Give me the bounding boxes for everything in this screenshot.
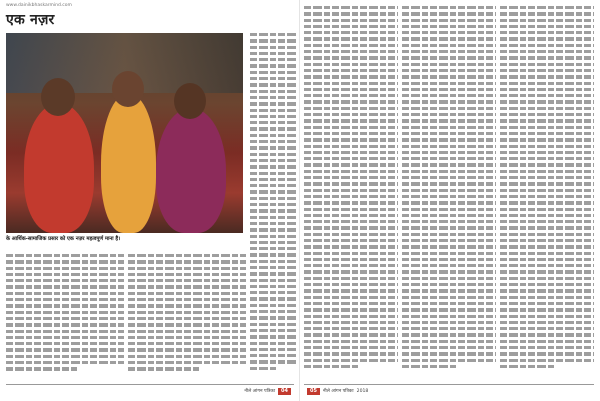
footer-publication: नीले आंगन पत्रिका [322,389,354,394]
right-page [300,0,600,401]
photo-figure [156,108,226,233]
section-title: एक नज़र [6,12,55,28]
photo-head [174,83,206,119]
body-column [304,6,398,382]
footer-rule [6,384,294,385]
right-footer [304,386,594,396]
body-column [500,6,594,382]
page-number: 04 [278,388,291,395]
site-url: www.dainikbhaskarmind.com [6,3,72,8]
footer-rule [304,384,594,385]
photo-figure [24,103,94,233]
footer-publication: नीले आंगन पत्रिका [244,389,276,394]
photo-caption: के आर्थिक-सामाजिक प्रसार को एक नज़र महत्वपूर्ण माना है। [6,236,121,242]
photo-head [41,78,75,116]
body-column [402,6,496,382]
body-column [6,254,124,382]
photo-head [112,71,144,107]
footer-year: 2018 [356,388,369,394]
body-column [128,254,246,382]
page-number: 05 [307,388,320,395]
left-footer [6,386,294,396]
body-column [250,33,296,382]
article-photo [6,33,243,233]
photo-figure [101,93,156,233]
